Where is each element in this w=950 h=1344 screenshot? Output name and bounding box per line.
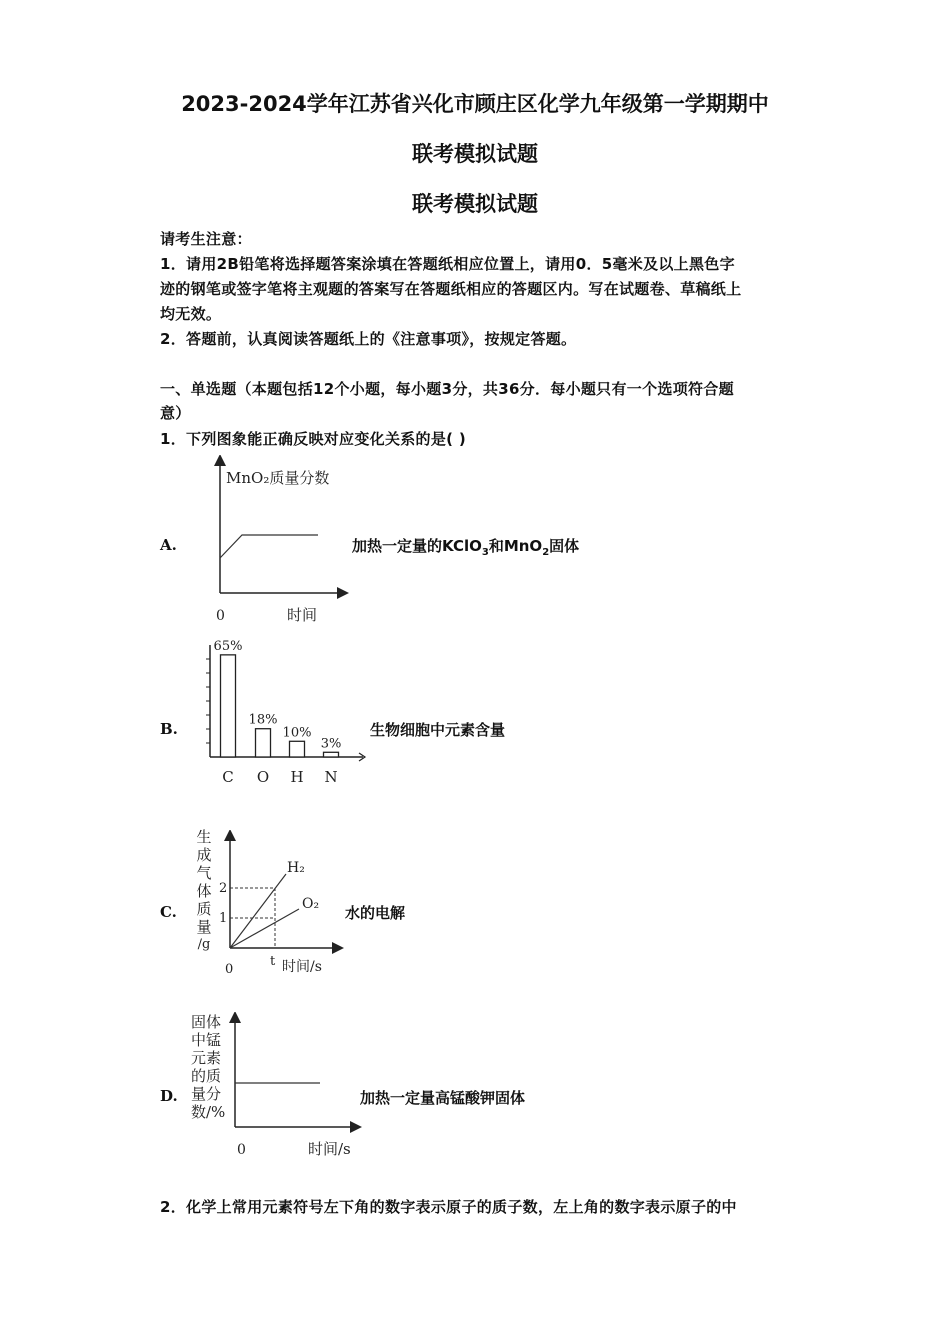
title-line-1: 2023-2024学年江苏省兴化市顾庄区化学九年级第一学期期中 bbox=[181, 92, 769, 116]
category-label-O: O bbox=[256, 768, 270, 786]
bar-value-label-N: 3% bbox=[320, 736, 342, 752]
h2-line bbox=[230, 874, 286, 948]
notice-item2: 2．答题前，认真阅读答题纸上的《注意事项》，按规定答题。 bbox=[160, 330, 577, 348]
notice-heading: 请考生注意： bbox=[160, 230, 252, 248]
q1-stem: 1．下列图象能正确反映对应变化关系的是( ) bbox=[160, 430, 466, 448]
category-label-C: C bbox=[222, 768, 234, 786]
bar-value-label-O: 18% bbox=[248, 712, 278, 728]
category-label-H: H bbox=[290, 768, 304, 786]
option-b-caption: 生物细胞中元素含量 bbox=[370, 721, 506, 739]
option-d-caption: 加热一定量高锰酸钾固体 bbox=[360, 1089, 526, 1107]
q2-stem: 2．化学上常用元素符号左下角的数字表示原子的质子数，左上角的数字表示原子的中 bbox=[160, 1198, 737, 1216]
o2-label: O₂ bbox=[302, 896, 320, 912]
bar-N bbox=[324, 752, 339, 757]
x-axis-label: 时间/s bbox=[282, 959, 322, 975]
bar-value-label-C: 65% bbox=[213, 640, 243, 654]
option-d-label: D. bbox=[160, 1087, 178, 1105]
chart-d-y-axis-label: 固体 中锰 元素 的质 量分 数/% bbox=[191, 1013, 226, 1121]
ytick-2: 2 bbox=[219, 881, 228, 896]
chart-a bbox=[200, 455, 350, 630]
bar-O bbox=[256, 729, 271, 757]
chart-b bbox=[195, 640, 370, 790]
option-b-label: B. bbox=[160, 720, 178, 738]
t-label: t bbox=[270, 954, 276, 969]
y-axis-label: MnO₂质量分数 bbox=[226, 469, 330, 487]
mno2-fraction-line bbox=[220, 535, 318, 558]
x-axis-label: 时间 bbox=[287, 606, 318, 624]
option-a-label: A. bbox=[160, 536, 177, 554]
section-line-2: 意） bbox=[160, 404, 191, 422]
ytick-1: 1 bbox=[219, 911, 228, 926]
option-c-label: C. bbox=[160, 903, 177, 921]
chart-c bbox=[215, 830, 345, 978]
bar-C bbox=[221, 655, 236, 757]
bar-value-label-H: 10% bbox=[282, 725, 312, 741]
title-line-2: 联考模拟试题 bbox=[412, 142, 538, 166]
origin-label: 0 bbox=[237, 1142, 246, 1158]
option-a-caption: 加热一定量的KClO$_3$和MnO$_2$固体 bbox=[352, 537, 580, 558]
origin-label: 0 bbox=[216, 608, 225, 624]
x-axis-label: 时间/s bbox=[308, 1140, 351, 1158]
category-label-N: N bbox=[324, 768, 338, 786]
chart-d bbox=[225, 1012, 365, 1162]
option-c-caption: 水的电解 bbox=[345, 904, 406, 922]
notice-item1-line1: 1．请用2B铅笔将选择题答案涂填在答题纸相应位置上，请用0．5毫米及以上黑色字 bbox=[160, 255, 735, 273]
origin-label: 0 bbox=[225, 962, 234, 977]
chart-c-y-axis-label: 生 成 气 体 质 量 /g bbox=[196, 828, 212, 952]
bar-H bbox=[290, 741, 305, 757]
h2-label: H₂ bbox=[287, 860, 305, 876]
o2-line bbox=[230, 909, 299, 948]
section-line-1: 一、单选题（本题包括12个小题，每小题3分，共36分．每小题只有一个选项符合题 bbox=[160, 380, 734, 398]
title-line-3: 联考模拟试题 bbox=[412, 192, 538, 216]
notice-item1-line2: 迹的钢笔或签字笔将主观题的答案写在答题纸相应的答题区内。写在试题卷、草稿纸上 bbox=[160, 280, 742, 298]
notice-item1-line3: 均无效。 bbox=[160, 305, 222, 323]
